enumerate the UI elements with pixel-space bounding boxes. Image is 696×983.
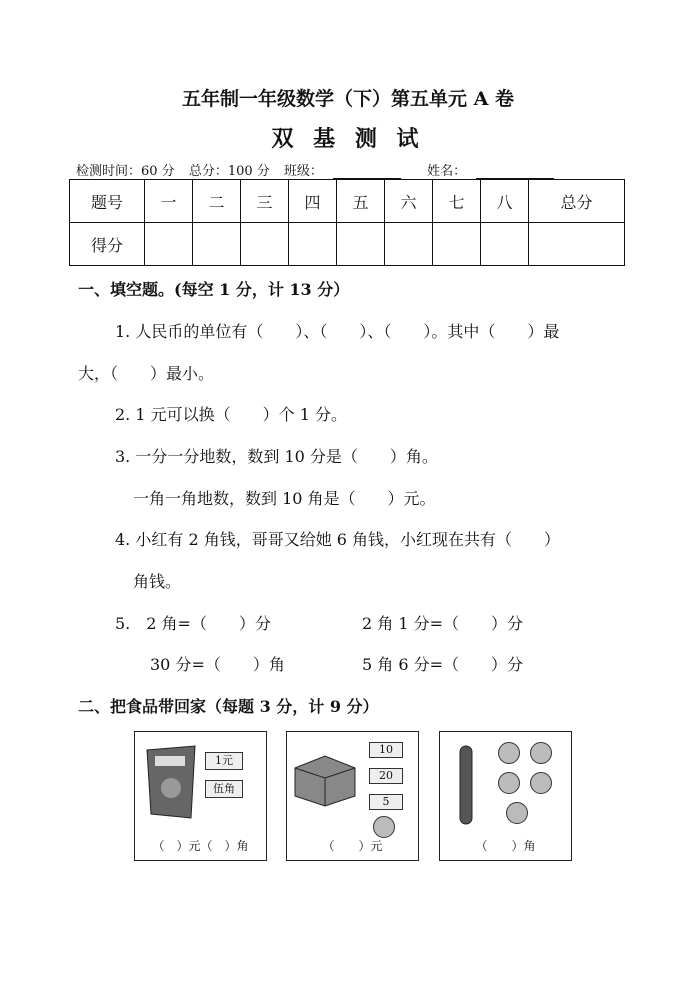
table-cell[interactable] — [337, 223, 385, 266]
table-cell[interactable] — [145, 223, 193, 266]
snack-bag-icon — [141, 742, 201, 822]
question-3-line2: 一角一角地数，数到 10 角是（ ）元。 — [133, 489, 436, 508]
table-cell: 八 — [481, 180, 529, 223]
picture-sausage — [439, 731, 572, 861]
coin-icon — [506, 802, 528, 824]
question-4-line1: 4. 小红有 2 角钱，哥哥又给她 6 角钱，小红现在共有（ ） — [115, 530, 561, 549]
class-label: 班级： — [283, 164, 323, 179]
exam-info — [76, 160, 564, 179]
class-blank — [333, 164, 401, 179]
coin-icon — [498, 772, 520, 794]
question-1-line1: 1. 人民币的单位有（ ）、（ ）、（ ）。其中（ ）最 — [115, 322, 560, 341]
question-5c: 30 分=（ ）角 — [150, 655, 285, 674]
table-cell: 总分 — [529, 180, 625, 223]
section1-heading: 一、填空题。(每空 1 分，计 13 分） — [78, 280, 350, 299]
table-cell: 五 — [337, 180, 385, 223]
table-cell: 六 — [385, 180, 433, 223]
picture-gift-box — [286, 731, 419, 861]
coin-icon — [373, 816, 395, 838]
answer-blank-3: （ ）角 — [475, 839, 536, 853]
coin-icon — [498, 742, 520, 764]
question-5d: 5 角 6 分=（ ）分 — [362, 655, 524, 674]
name-label: 姓名： — [427, 164, 467, 179]
banknote-20: 20 — [369, 768, 403, 784]
table-cell: 三 — [241, 180, 289, 223]
banknote-5-jiao: 伍角 — [205, 780, 243, 798]
table-cell: 题号 — [70, 180, 145, 223]
table-cell: 七 — [433, 180, 481, 223]
table-cell[interactable] — [241, 223, 289, 266]
table-cell[interactable] — [481, 223, 529, 266]
table-cell: 一 — [145, 180, 193, 223]
sausage-icon — [454, 742, 478, 828]
table-cell[interactable] — [385, 223, 433, 266]
banknote-1-yuan: 1元 — [205, 752, 243, 770]
question-4-line2: 角钱。 — [133, 572, 182, 591]
name-blank — [476, 164, 554, 179]
answer-blank-2: （ ）元 — [322, 839, 383, 853]
section2-heading: 二、把食品带回家（每题 3 分，计 9 分） — [78, 697, 379, 716]
picture-snack-bag — [134, 731, 267, 861]
banknote-5: 5 — [369, 794, 403, 810]
question-1-line2: 大，（ ）最小。 — [78, 364, 215, 383]
table-cell[interactable] — [433, 223, 481, 266]
table-cell: 得分 — [70, 223, 145, 266]
gift-box-icon — [291, 748, 359, 808]
test-time: 检测时间：60 分 — [76, 164, 175, 179]
question-5a: 5. 2 角=（ ）分 — [115, 614, 271, 633]
score-table — [69, 179, 625, 266]
score-table-score-row — [70, 223, 625, 266]
question-3-line1: 3. 一分一分地数，数到 10 分是（ ）角。 — [115, 447, 438, 466]
page-subtitle: 双 基 测 试 — [271, 126, 425, 152]
table-cell[interactable] — [289, 223, 337, 266]
answer-blank-1: （ ）元（ ）角 — [152, 839, 249, 853]
coin-icon — [530, 772, 552, 794]
coin-icon — [530, 742, 552, 764]
table-cell: 四 — [289, 180, 337, 223]
page-title: 五年制一年级数学（下）第五单元 A 卷 — [182, 88, 514, 110]
question-5b: 2 角 1 分=（ ）分 — [362, 614, 524, 633]
banknote-10: 10 — [369, 742, 403, 758]
score-table-header-row — [70, 180, 625, 223]
question-2: 2. 1 元可以换（ ）个 1 分。 — [115, 405, 347, 424]
table-cell[interactable] — [193, 223, 241, 266]
total-score: 总分：100 分 — [188, 164, 270, 179]
table-cell: 二 — [193, 180, 241, 223]
table-cell[interactable] — [529, 223, 625, 266]
